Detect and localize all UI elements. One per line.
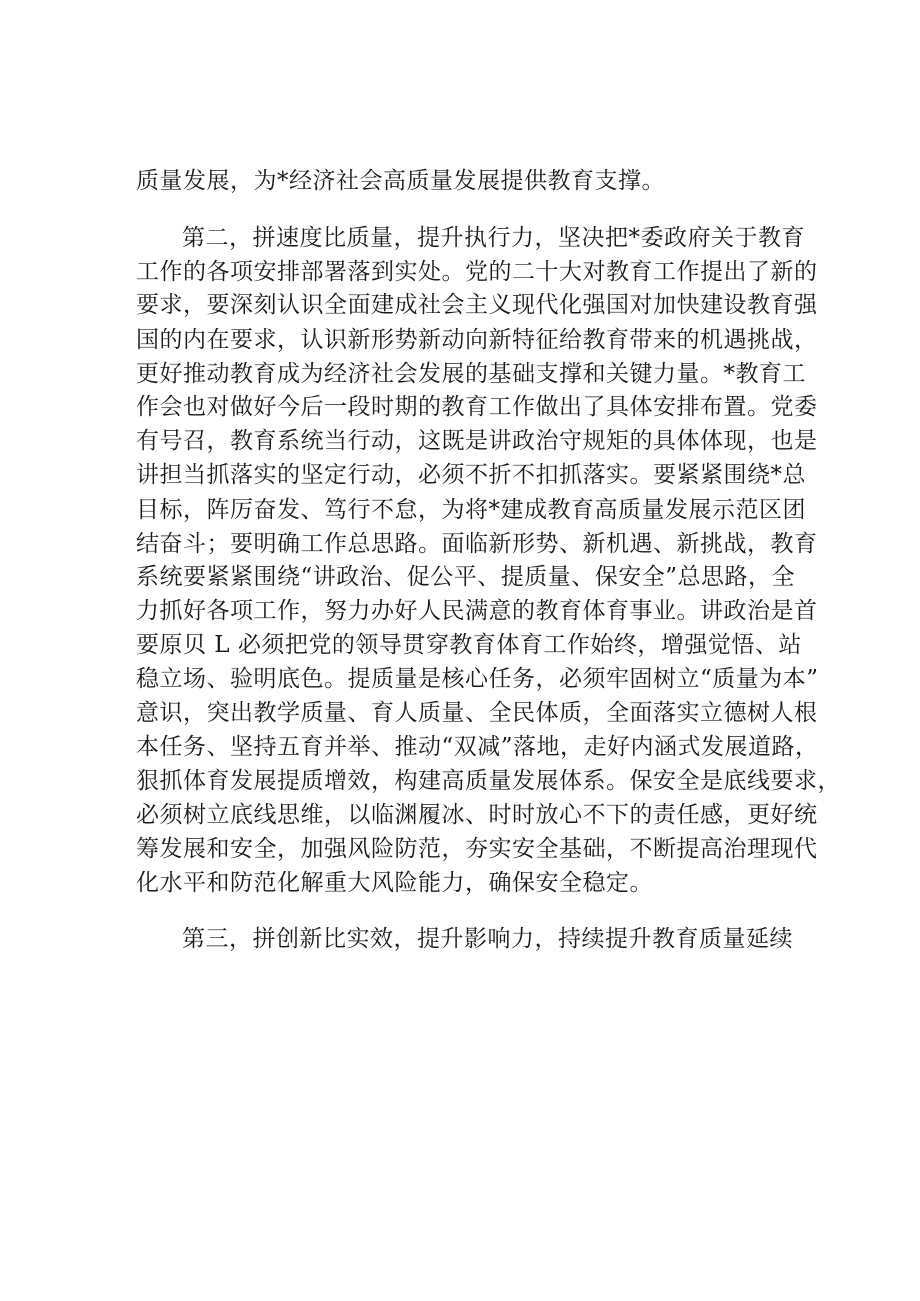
paragraph-2-line-2: 工作的各项安排部署落到实处。党的二十大对教育工作提出了新的 xyxy=(136,259,818,285)
paragraph-2-line-10: 结奋斗；要明确工作总思路。面临新形势、新机遇、新挑战，教育 xyxy=(136,531,818,557)
paragraph-2-line-4: 国的内在要求，认识新形势新动向新特征给教育带来的机遇挑战， xyxy=(136,327,818,353)
paragraph-2-line-20: 化水平和防范化解重大风险能力，确保安全稳定。 xyxy=(136,870,653,896)
paragraph-2-line-5: 更好推动教育成为经济社会发展的基础支撑和关键力量。*教育工 xyxy=(136,361,806,387)
paragraph-2-line-3: 要求，要深刻认识全面建成社会主义现代化强国对加快建设教育强 xyxy=(136,292,818,318)
paragraph-2-line-13: 要原贝 L 必须把党的领导贯穿教育体育工作始终，增强觉悟、站 xyxy=(136,632,802,658)
paragraph-2-line-15: 意识，突出教学质量、育人质量、全民体质，全面落实立德树人根 xyxy=(136,700,818,726)
paragraph-2-line-1: 第二，拼速度比质量，提升执行力，坚决把*委政府关于教育 xyxy=(182,225,805,251)
paragraph-2-line-19: 筹发展和安全，加强风险防范，夯实安全基础，不断提高治理现代 xyxy=(136,836,818,862)
paragraph-2-line-7: 有号召，教育系统当行动，这既是讲政治守规矩的具体体现，也是 xyxy=(136,428,818,454)
paragraph-2-line-12: 力抓好各项工作，努力办好人民满意的教育体育事业。讲政治是首 xyxy=(136,598,818,624)
paragraph-2-line-11: 系统要紧紧围绕“讲政治、促公平、提质量、保安全”总思路，全 xyxy=(136,564,796,590)
paragraph-3-line-1: 第三，拼创新比实效，提升影响力，持续提升教育质量延续 xyxy=(182,926,793,952)
paragraph-2-line-6: 作会也对做好今后一段时期的教育工作做出了具体安排布置。党委 xyxy=(136,394,818,420)
paragraph-2-line-14: 稳立场、验明底色。提质量是核心任务，必须牢固树立“质量为本” xyxy=(136,666,819,692)
paragraph-2-line-9: 目标，阵厉奋发、笃行不怠，为将*建成教育高质量发展示范区团 xyxy=(136,497,806,523)
paragraph-2-line-17: 狠抓体育发展提质增效，构建高质量发展体系。保安全是底线要求， xyxy=(136,768,841,794)
paragraph-2-line-18: 必须树立底线思维，以临渊履冰、时时放心不下的责任感，更好统 xyxy=(136,802,818,828)
paragraph-2-line-16: 本任务、坚持五育并举、推动“双减”落地，走好内涵式发展道路， xyxy=(136,734,819,760)
paragraph-1-line-1: 质量发展，为*经济社会高质量发展提供教育支撑。 xyxy=(136,168,665,194)
paragraph-2-line-8: 讲担当抓落实的坚定行动，必须不折不扣抓落实。要紧紧围绕*总 xyxy=(136,462,806,488)
